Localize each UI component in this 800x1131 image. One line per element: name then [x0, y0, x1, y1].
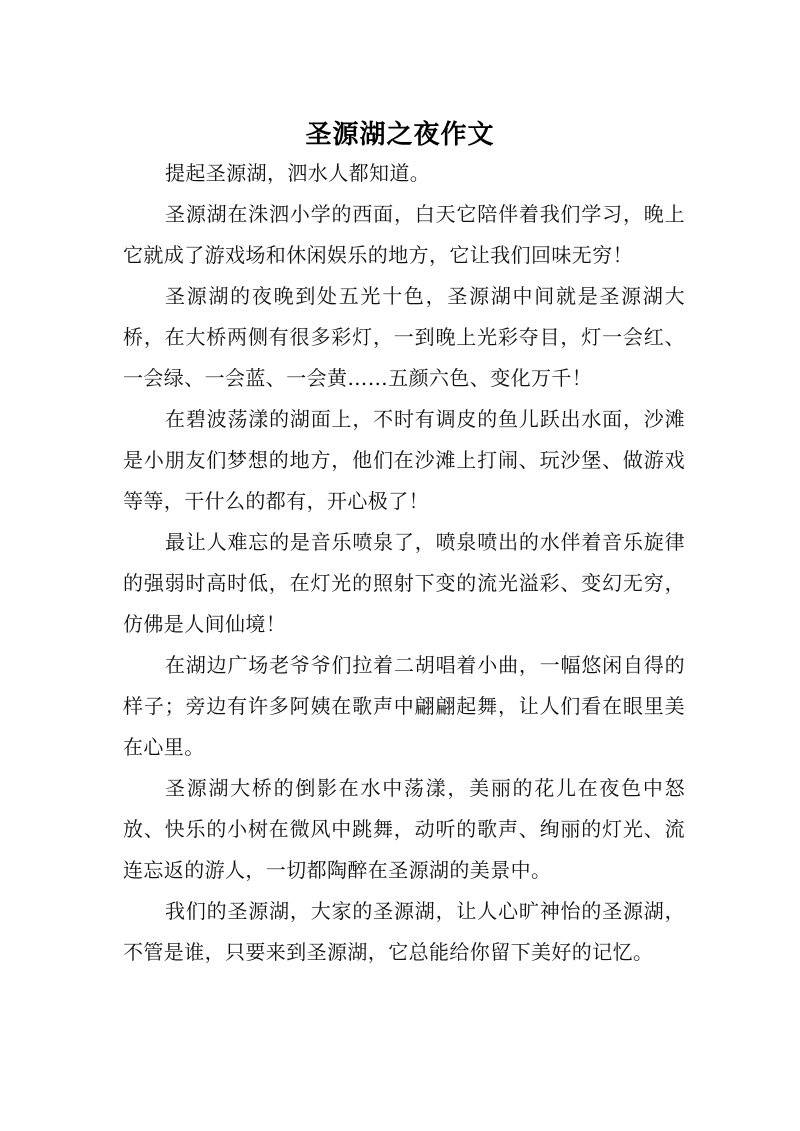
- paragraph: 提起圣源湖，泗水人都知道。: [165, 161, 431, 185]
- paragraph: 在湖边广场老爷爷们拉着二胡唱着小曲，一幅悠闲自得的样子；旁边有许多阿姨在歌声中翩翩起舞，让人们看在眼里美在心里。: [123, 653, 685, 759]
- paragraph: 圣源湖大桥的倒影在水中荡漾，美丽的花儿在夜色中怒放、快乐的小树在微风中跳舞，动听的歌声、绚丽的灯光、流连忘返的游人，一切都陶醉在圣源湖的美景中。: [123, 776, 685, 882]
- paragraph: 我们的圣源湖，大家的圣源湖，让人心旷神怡的圣源湖，不管是谁，只要来到圣源湖，它总能给你留下美好的记忆。: [123, 899, 685, 964]
- paragraph: 在碧波荡漾的湖面上，不时有调皮的鱼儿跃出水面，沙滩是小朋友们梦想的地方，他们在沙滩上打闹、玩沙堡、做游戏等等，干什么的都有，开心极了！: [123, 407, 685, 513]
- paragraph: 圣源湖在洙泗小学的西面，白天它陪伴着我们学习，晚上它就成了游戏场和休闲娱乐的地方，它让我们回味无穷！: [123, 202, 685, 267]
- document-body: [123, 153, 685, 973]
- document-title: 圣源湖之夜作文: [305, 120, 495, 151]
- paragraph: 圣源湖的夜晚到处五光十色，圣源湖中间就是圣源湖大桥，在大桥两侧有很多彩灯，一到晚上光彩夺目，灯一会红、一会绿、一会蓝、一会黄……五颜六色、变化万千！: [123, 284, 685, 390]
- paragraph: 最让人难忘的是音乐喷泉了，喷泉喷出的水伴着音乐旋律的强弱时高时低，在灯光的照射下变的流光溢彩、变幻无穷，仿佛是人间仙境！: [123, 530, 685, 636]
